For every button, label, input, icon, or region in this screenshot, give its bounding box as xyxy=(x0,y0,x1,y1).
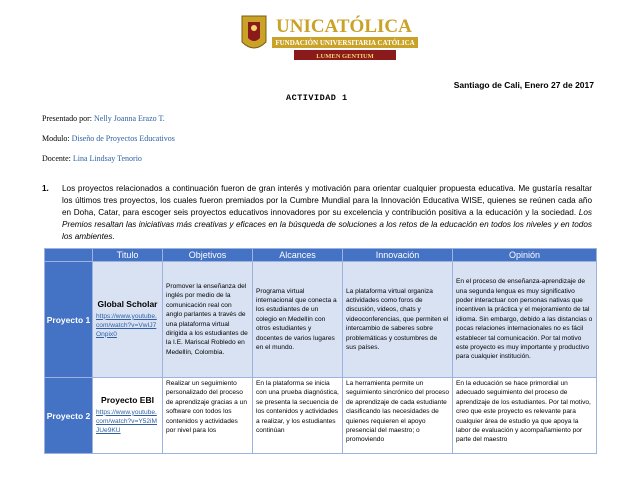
teacher-label: Docente: xyxy=(42,154,71,163)
activity-title: ACTIVIDAD 1 xyxy=(286,93,348,103)
project-name: Proyecto EBI xyxy=(101,395,154,406)
header-alcances: Alcances xyxy=(253,249,343,262)
project-link[interactable]: https://www.youtube.com/watch?v=Y52iMJUe9KU xyxy=(96,408,158,434)
innovacion-cell: La plataforma virtual organiza actividades como foros de discusión, videos, chats y videoconferencias, que permiten el intercambio de saberes sobre problemáticas y costumbres de sus países. xyxy=(343,262,453,378)
table-row xyxy=(45,378,597,454)
objetivos-cell: Realizar un seguimiento personalizado del proceso de aprendizaje gracias a un software con todos los contenidos y actividades por nivel para los xyxy=(163,378,253,454)
alcances-cell: En la plataforma se inicia con una prueba diagnóstica, se presenta la secuencia de los contenidos y actividades a realizar, y los estudiantes continúan xyxy=(253,378,343,454)
project-name: Global Scholar xyxy=(97,299,158,310)
date-line: Santiago de Cali, Enero 27 de 2017 xyxy=(453,80,594,90)
objetivos-cell: Promover la enseñanza del inglés por medio de la comunicación real con anglo parlantes a través de una plataforma virtual dirigida a los estudiantes de la I.E. Mariscal Robledo en Medellín, Colombia. xyxy=(163,262,253,378)
logo-name: UNICATÓLICA xyxy=(276,16,412,37)
opinion-cell: En el proceso de enseñanza-aprendizaje de una segunda lengua es muy significativo poder interactuar con personas nativas que incentiven la práctica y el mejoramiento de tal idioma. Sin embargo, debido a las distancias o pocas relaciones internacionales no es fácil establecer tal comunicación. Por tal motivo este proyecto es muy importante y productivo para cualquier institución. xyxy=(453,262,597,378)
table-header-row xyxy=(45,249,597,262)
emblem-icon xyxy=(242,16,266,48)
header-corner xyxy=(45,249,93,262)
presented-label: Presentado por: xyxy=(42,114,92,123)
opinion-cell: En la educación se hace primordial un adecuado seguimiento del proceso de aprendizaje de los estudiantes. Por tal motivo, creo que este proyecto es relevante para cualquier área de estudio ya que apoya la labor de evaluación y acompañamiento por parte del maestro xyxy=(453,378,597,454)
header-titulo: Titulo xyxy=(93,249,163,262)
presented-by-line xyxy=(42,114,165,123)
unicatolica-logo xyxy=(228,8,424,74)
alcances-cell: Programa virtual internacional que conecta a los estudiantes de un colegio en Medellín con otros estudiantes y docentes de varios lugares en el mundo. xyxy=(253,262,343,378)
table-row xyxy=(45,262,597,378)
projects-table xyxy=(44,248,597,454)
presented-value: Nelly Joanna Erazo T. xyxy=(94,114,165,123)
item-number: 1. xyxy=(42,184,49,193)
row-label: Proyecto 1 xyxy=(45,262,93,378)
item-text: Los proyectos relacionados a continuación fueron de gran interés y motivación para orientar cualquier propuesta educativa. Me gustaría resaltar los últimos tres proyectos, los cuales fueron premiados por la Cumbre Mundial para la Innovación Educativa WISE, quienes se reúnen cada año en Doha, Catar, para escoger seis proyectos educativos innovadores por su excelencia y contribución positiva a la educación y la sociedad. xyxy=(62,184,592,217)
project-title-cell xyxy=(93,378,163,454)
header-innovacion: Innovación xyxy=(343,249,453,262)
row-label: Proyecto 2 xyxy=(45,378,93,454)
numbered-paragraph xyxy=(42,183,592,243)
module-label: Modulo: xyxy=(42,134,70,143)
project-link[interactable]: https://www.youtube.com/watch?v=VwIJ7Onpix0 xyxy=(96,312,157,338)
teacher-value: Lina Lindsay Tenorio xyxy=(72,154,142,163)
logo-motto: LUMEN GENTIUM xyxy=(316,53,374,60)
project-title-cell xyxy=(93,262,163,378)
innovacion-cell: La herramienta permite un seguimiento sincrónico del proceso de aprendizaje de cada estudiante clasificando las necesidades de quienes requieren el apoyo presencial del maestro; o promoviendo xyxy=(343,378,453,454)
logo-subtitle: FUNDACIÓN UNIVERSITARIA CATÓLICA xyxy=(275,39,415,47)
module-line xyxy=(42,134,175,143)
teacher-line xyxy=(42,154,142,163)
item-italic-text: Los Premios resaltan las iniciativas más creativas y eficaces en la búsqueda de soluciones a los retos de la educación en todos los niveles y en todos los ambientes. xyxy=(62,208,592,241)
module-value: Diseño de Proyectos Educativos xyxy=(71,134,175,143)
logo-graphic xyxy=(228,8,424,74)
header-opinion: Opinión xyxy=(453,249,597,262)
header-objetivos: Objetivos xyxy=(163,249,253,262)
